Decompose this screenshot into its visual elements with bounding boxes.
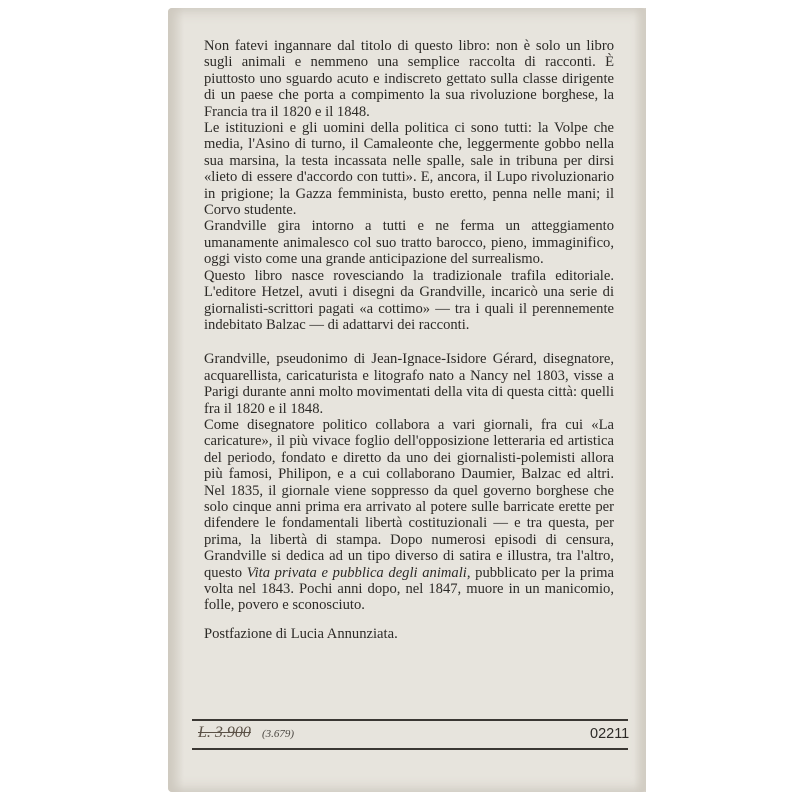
bio-paragraph-2 — [204, 417, 614, 614]
cover-text — [204, 38, 614, 642]
price-current: (3.679) — [262, 728, 295, 740]
price-original — [198, 724, 251, 742]
bio-paragraph-2-text-a: Come disegnatore politico collabora a vari giornali, fra cui «La caricature», il più vivace foglio dell'opposizione letteraria ed artistica del periodo, fondato e diretto da uno dei giornalisti-polemisti allora più famosi, Philipon, e a cui collaborano Daumier, Balzac ed altri. Nel 1835, il giornale viene soppresso da quel governo borghese che solo cinque anni prima era arrivato al potere sulle barricate erette per difendere le fondamentali libertà costituzionali — e tra questa, per prima, la libertà di stampa. Dopo numerosi episodi di censura, Grandville si dedica ad un tipo diverso di satira e illustra, tra l'altro, questo — [204, 416, 614, 581]
cover-edge-wear-right — [634, 8, 646, 792]
footer-rule-bottom — [192, 748, 628, 750]
bio-paragraph-1: Grandville, pseudonimo di Jean-Ignace-Isidore Gérard, disegnatore, acquarellista, caricaturista e litografo nato a Nancy nel 1803, visse a Parigi durante anni molto movimentati della vita di questa città: quelli fra il 1820 e il 1848. — [204, 351, 614, 417]
catalog-code: 02211 — [590, 726, 630, 742]
bio-paragraph-2-text-b: , pubblicato per la prima volta nel 1843. Pochi anni dopo, nel 1847, muore in un manicomio, folle, povero e sconosciuto. — [204, 564, 614, 614]
afterword-credit: Postfazione di Lucia Annunziata. — [204, 625, 398, 642]
footer-rule-top — [192, 719, 628, 721]
blurb-paragraph-4: Questo libro nasce rovesciando la tradizionale trafila editoriale. L'editore Hetzel, avuti i disegni da Grandville, incaricò una serie di giornalisti-scrittori pagati «a cottimo» — tra i quali il perennemente indebitato Balzac — di adattarvi dei racconti. — [204, 267, 614, 333]
blurb-paragraph-3: Grandville gira intorno a tutti e ne ferma un atteggiamento umanamente animalesco col suo tratto barocco, pieno, immaginifico, oggi visto come una grande anticipazione del surrealismo. — [204, 218, 614, 268]
blurb-paragraph-1: Non fatevi ingannare dal titolo di questo libro: non è solo un libro sugli animali e nemmeno una semplice raccolta di racconti. È piuttosto uno sguardo acuto e indiscreto gettato sulla classe dirigente di un paese che porta a compimento la sua rivoluzione borghese, la Francia tra il 1820 e il 1848. — [204, 38, 614, 120]
price-old-struck: L. 3.900 — [198, 724, 251, 741]
cover-edge-wear-left — [168, 8, 184, 792]
blurb-paragraph-2: Le istituzioni e gli uomini della politica ci sono tutti: la Volpe che media, l'Asino di turno, il Camaleonte che, leggermente gobbo nella sua marsina, la testa incassata nelle spalle, sale in tribuna per dirsi «lieto di essere d'accordo con tutti». E, ancora, il Lupo rivoluzionario in prigione; la Gazza femminista, busto eretto, penna nelle mani; il Corvo studente. — [204, 120, 614, 219]
book-back-cover — [168, 8, 646, 792]
book-title-italic: Vita privata e pubblica degli animali — [246, 564, 467, 581]
